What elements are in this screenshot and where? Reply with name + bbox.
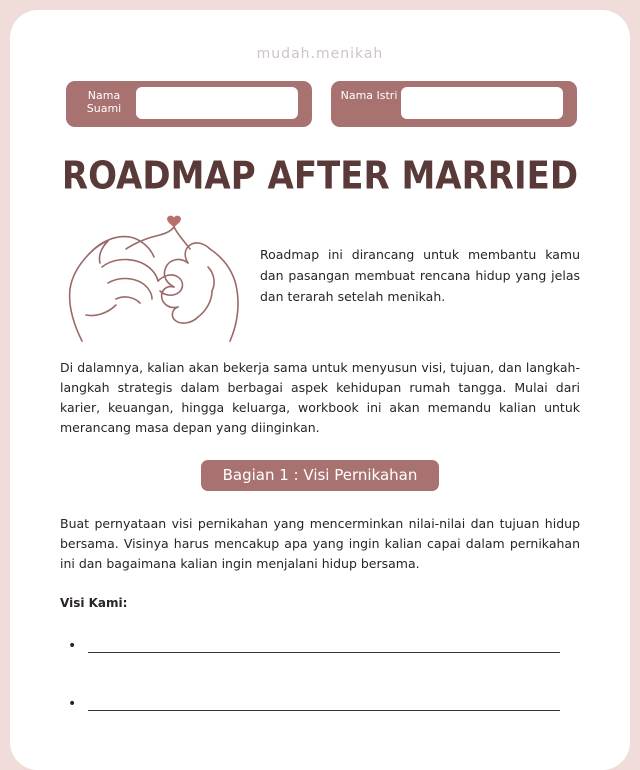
- section-heading-visi-pernikahan: Bagian 1 : Visi Pernikahan: [201, 460, 439, 491]
- pinky-promise-hands-icon: [62, 205, 246, 345]
- writing-line[interactable]: [88, 710, 560, 711]
- bullet-icon: •: [68, 696, 77, 712]
- bullet-icon: •: [68, 638, 77, 654]
- brand-name: mudah.menikah: [256, 46, 384, 62]
- husband-name-box: [66, 81, 312, 127]
- husband-name-input[interactable]: [136, 87, 298, 119]
- writing-line[interactable]: [88, 652, 560, 653]
- husband-name-label: Nama Suami: [86, 89, 122, 115]
- visi-kami-label: Visi Kami:: [60, 596, 128, 610]
- wife-name-label: Nama Istri: [340, 89, 398, 102]
- wife-name-input[interactable]: [401, 87, 563, 119]
- instruction-paragraph: Buat pernyataan visi pernikahan yang mencerminkan nilai-nilai dan tujuan hidup bersama. Visinya harus mencakup apa yang ingin kalian capai dalam pernikahan ini dan bagaimana kalian ingin menjalani hidup bersama.: [60, 516, 580, 571]
- intro-text: Roadmap ini dirancang untuk membantu kamu dan pasangan membuat rencana hidup yang jelas dan terarah setelah menikah.: [260, 247, 580, 304]
- wife-name-box: [331, 81, 577, 127]
- visi-bullet-line[interactable]: [68, 692, 568, 716]
- page-title: ROADMAP AFTER MARRIED: [61, 154, 579, 199]
- description-paragraph: Di dalamnya, kalian akan bekerja sama untuk menyusun visi, tujuan, dan langkah-langkah strategis dalam berbagai aspek kehidupan rumah tangga. Mulai dari karier, keuangan, hingga keluarga, workbook ini akan memandu kalian untuk merancang masa depan yang diinginkan.: [60, 360, 580, 435]
- visi-bullet-line[interactable]: [68, 634, 568, 658]
- page-card: [10, 10, 630, 770]
